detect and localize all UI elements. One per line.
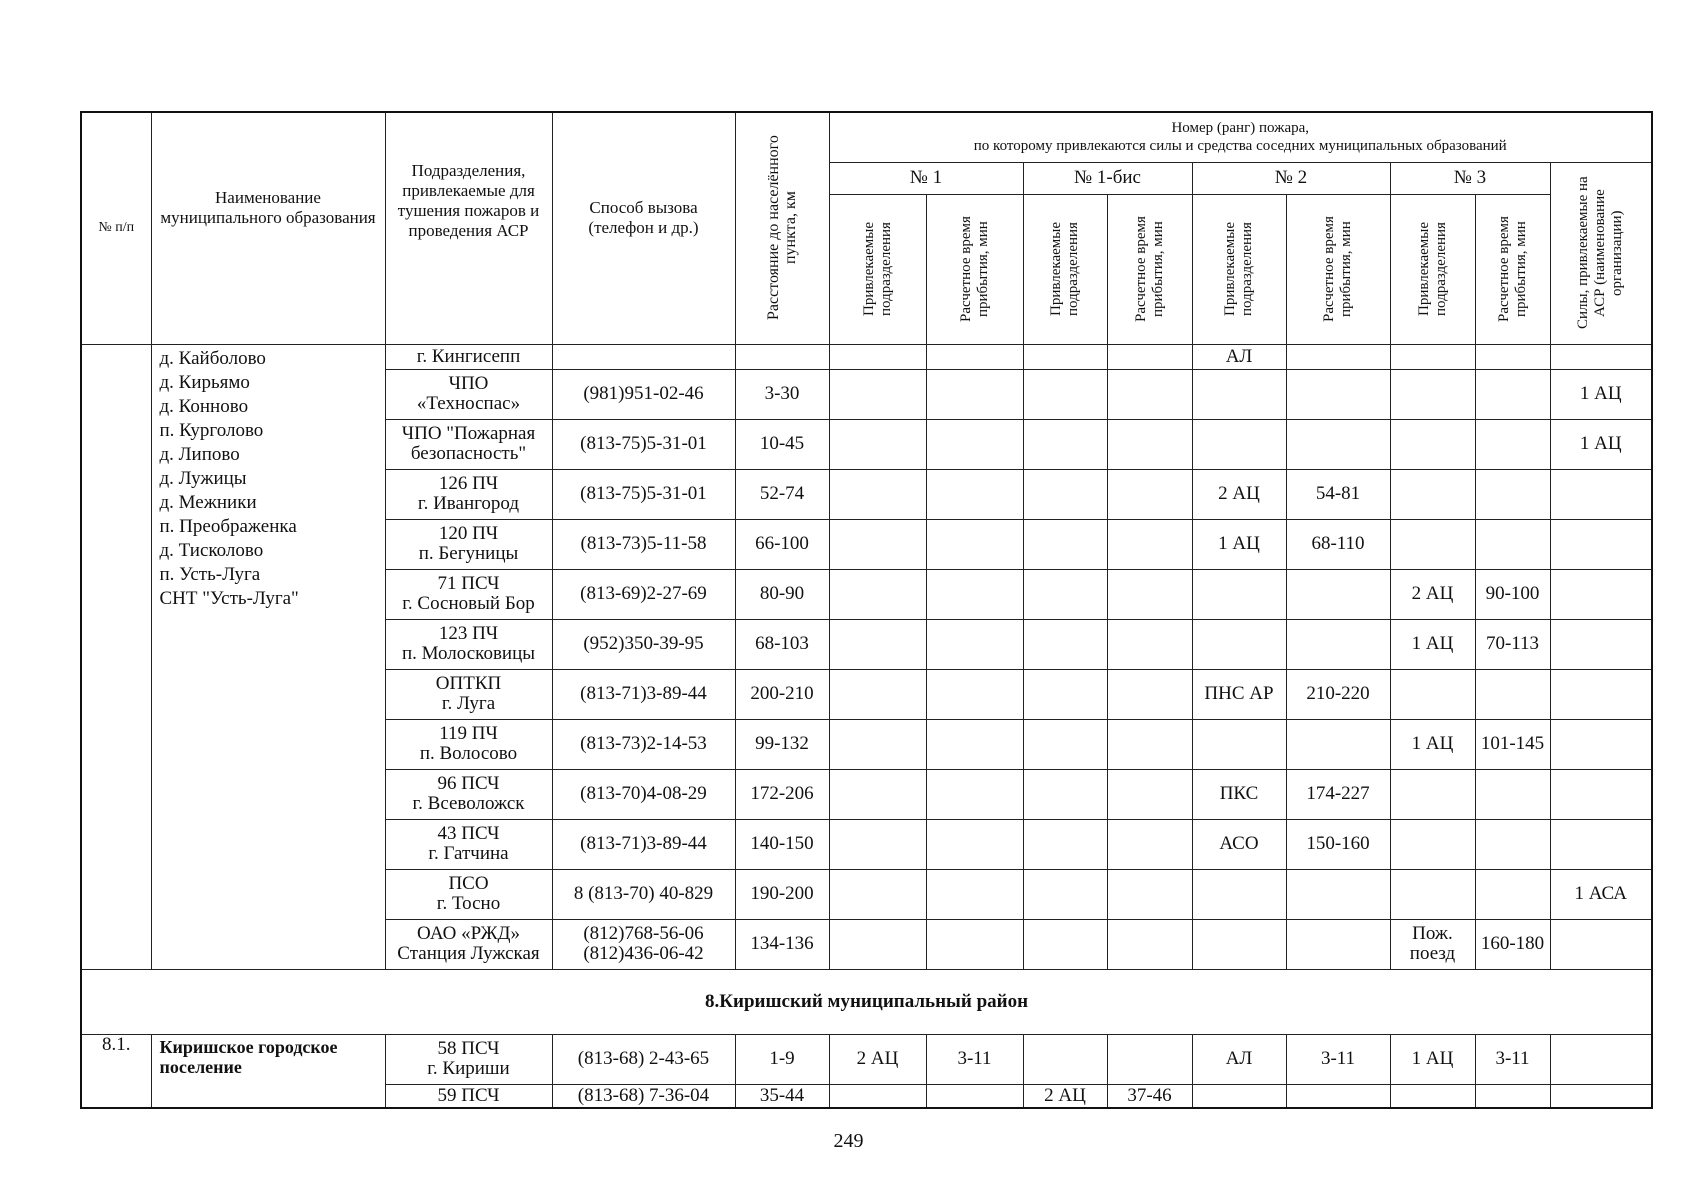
unit-line: г. Луга bbox=[441, 693, 496, 714]
phone-cell bbox=[552, 419, 735, 469]
rank-cell-r3t: 90-100 bbox=[1475, 569, 1550, 619]
header-name: Наименование муниципального образования bbox=[151, 112, 385, 344]
unit-line: п. Молосковицы bbox=[401, 643, 536, 664]
unit-line: 43 ПСЧ bbox=[437, 823, 500, 844]
rank-cell-asr bbox=[1550, 619, 1652, 669]
rank-cell-r2t: 68-110 bbox=[1286, 519, 1390, 569]
rank-cell-rbt bbox=[1107, 469, 1192, 519]
phone-cell bbox=[552, 819, 735, 869]
rank-cell-r2u: 1 АЦ bbox=[1192, 519, 1286, 569]
rank-cell-rbu bbox=[1023, 1034, 1107, 1084]
rank-cell-asr: 1 АЦ bbox=[1550, 419, 1652, 469]
header-distance: Расстояние до населённого пункта, км bbox=[735, 112, 829, 344]
rank-cell-r2u bbox=[1192, 719, 1286, 769]
unit-cell bbox=[385, 369, 552, 419]
distance-cell: 66-100 bbox=[735, 519, 829, 569]
unit-cell bbox=[385, 1034, 552, 1084]
distance-cell: 134-136 bbox=[735, 919, 829, 969]
rank-cell-rbu bbox=[1023, 519, 1107, 569]
rank-cell-r1t bbox=[926, 569, 1023, 619]
rank-cell-r3t bbox=[1475, 869, 1550, 919]
rank-cell-rbt bbox=[1107, 719, 1192, 769]
header-units: Подразделения, привлекаемые для тушения пожаров и проведения АСР bbox=[385, 112, 552, 344]
rank-cell-r3u: 1 АЦ bbox=[1390, 1034, 1475, 1084]
rank-cell-r2t bbox=[1286, 619, 1390, 669]
unit-line: п. Волосово bbox=[419, 743, 518, 764]
rank-cell-r2u: АСО bbox=[1192, 819, 1286, 869]
rank-cell-r3t bbox=[1475, 469, 1550, 519]
rank-cell-r1u bbox=[829, 419, 926, 469]
rank-cell-r3u bbox=[1390, 344, 1475, 369]
settlement-item: п. Преображенка bbox=[159, 515, 297, 537]
rank-cell-r3u bbox=[1390, 869, 1475, 919]
rank-cell-rbt bbox=[1107, 344, 1192, 369]
rank-cell-asr bbox=[1550, 1034, 1652, 1084]
distance-cell: 3-30 bbox=[735, 369, 829, 419]
rank-cell-r2u: ПНС АР bbox=[1192, 669, 1286, 719]
rank-cell-r1t bbox=[926, 819, 1023, 869]
phone-cell bbox=[552, 669, 735, 719]
fire-forces-table bbox=[80, 111, 1653, 1109]
rank-cell-rbt bbox=[1107, 869, 1192, 919]
distance-cell: 68-103 bbox=[735, 619, 829, 669]
unit-line: 120 ПЧ bbox=[438, 523, 499, 544]
unit-cell bbox=[385, 344, 552, 369]
rank-cell-r1u: 2 АЦ bbox=[829, 1034, 926, 1084]
rank-cell-r2t: 174-227 bbox=[1286, 769, 1390, 819]
rank-cell-r3u: Пож. поезд bbox=[1390, 919, 1475, 969]
settlement-item: п. Усть-Луга bbox=[159, 563, 261, 585]
rank-cell-r2u bbox=[1192, 569, 1286, 619]
rank-cell-r1u bbox=[829, 669, 926, 719]
rank-cell-rbu bbox=[1023, 619, 1107, 669]
row-num-cell bbox=[81, 344, 151, 969]
unit-cell bbox=[385, 419, 552, 469]
distance-cell: 80-90 bbox=[735, 569, 829, 619]
phone-line: (813-73)2-14-53 bbox=[580, 733, 707, 754]
phone-cell bbox=[552, 769, 735, 819]
unit-line: ОПТКП bbox=[435, 673, 502, 694]
header-r1-units: Привлекаемые подразделения bbox=[829, 194, 926, 344]
rank-cell-r2t: 54-81 bbox=[1286, 469, 1390, 519]
unit-line: ПСО bbox=[448, 873, 489, 894]
phone-line: (813-71)3-89-44 bbox=[580, 833, 707, 854]
header-r2-units: Привлекаемые подразделения bbox=[1192, 194, 1286, 344]
unit-line: 58 ПСЧ bbox=[437, 1038, 500, 1059]
rank-cell-r3t bbox=[1475, 519, 1550, 569]
phone-line: (813-70)4-08-29 bbox=[580, 783, 707, 804]
phone-line: (812)768-56-06 bbox=[583, 923, 704, 944]
header-num: № п/п bbox=[81, 112, 151, 344]
settlement-item: д. Межники bbox=[159, 491, 257, 513]
phone-cell bbox=[552, 569, 735, 619]
rank-cell-rbu bbox=[1023, 344, 1107, 369]
rank-cell-r2t bbox=[1286, 344, 1390, 369]
table-row bbox=[81, 344, 1652, 369]
unit-line: г. Тосно bbox=[436, 893, 501, 914]
rank-cell-r2u bbox=[1192, 369, 1286, 419]
unit-cell bbox=[385, 819, 552, 869]
rank-cell-r3u: 2 АЦ bbox=[1390, 569, 1475, 619]
rank-cell-r2t: 3-11 bbox=[1286, 1034, 1390, 1084]
distance-cell: 99-132 bbox=[735, 719, 829, 769]
rank-cell-r3u: 1 АЦ bbox=[1390, 619, 1475, 669]
rank-cell-rbt bbox=[1107, 819, 1192, 869]
unit-line: г. Ивангород bbox=[417, 493, 520, 514]
rank-cell-r3u bbox=[1390, 669, 1475, 719]
distance-cell: 1-9 bbox=[735, 1034, 829, 1084]
rank-cell-r2u bbox=[1192, 869, 1286, 919]
rank-cell-r1u bbox=[829, 469, 926, 519]
rank-cell-asr: 1 АЦ bbox=[1550, 369, 1652, 419]
phone-cell bbox=[552, 869, 735, 919]
unit-line: ОАО «РЖД» bbox=[417, 923, 520, 944]
rank-cell-r1t bbox=[926, 769, 1023, 819]
phone-cell bbox=[552, 919, 735, 969]
rank-cell-r2u: ПКС bbox=[1192, 769, 1286, 819]
rank-cell-r3t: 3-11 bbox=[1475, 1034, 1550, 1084]
rank-cell-r1t bbox=[926, 419, 1023, 469]
rank-cell-r1u bbox=[829, 344, 926, 369]
rank-cell-rbu bbox=[1023, 469, 1107, 519]
rank-cell-asr bbox=[1550, 719, 1652, 769]
rank-cell-asr bbox=[1550, 819, 1652, 869]
phone-cell bbox=[552, 344, 735, 369]
header-call: Способ вызова (телефон и др.) bbox=[552, 112, 735, 344]
rank-cell-r3t bbox=[1475, 1084, 1550, 1108]
rank-cell-r1u bbox=[829, 769, 926, 819]
rank-cell-r1t bbox=[926, 1084, 1023, 1108]
header-rank2: № 2 bbox=[1192, 162, 1390, 194]
rank-cell-r2u: АЛ bbox=[1192, 1034, 1286, 1084]
unit-line: г. Сосновый Бор bbox=[402, 593, 535, 614]
settlement-item: д. Кайболово bbox=[159, 347, 266, 369]
header-r3-units: Привлекаемые подразделения bbox=[1390, 194, 1475, 344]
settlement-item: д. Липово bbox=[159, 443, 240, 465]
rank-cell-r3t bbox=[1475, 344, 1550, 369]
phone-cell bbox=[552, 369, 735, 419]
rank-cell-rbt bbox=[1107, 919, 1192, 969]
rank-cell-asr bbox=[1550, 519, 1652, 569]
rank-cell-rbt bbox=[1107, 419, 1192, 469]
phone-line: (812)436-06-42 bbox=[583, 943, 704, 964]
header-rank-title: Номер (ранг) пожара, по которому привлекаются силы и средства соседних муниципальных образований bbox=[829, 112, 1652, 162]
rank-cell-r2t bbox=[1286, 369, 1390, 419]
section-name: Киришское городское поселение bbox=[151, 1034, 385, 1108]
phone-cell bbox=[552, 469, 735, 519]
rank-cell-rbt bbox=[1107, 669, 1192, 719]
rank-cell-r3u bbox=[1390, 1084, 1475, 1108]
settlement-item: д. Конново bbox=[159, 395, 249, 417]
unit-line: 59 ПСЧ bbox=[437, 1084, 500, 1106]
header-r1-time: Расчетное время прибытия, мин bbox=[926, 194, 1023, 344]
rank-cell-r1t bbox=[926, 719, 1023, 769]
rank-cell-r2t: 150-160 bbox=[1286, 819, 1390, 869]
rank-cell-rbu bbox=[1023, 769, 1107, 819]
distance-cell: 10-45 bbox=[735, 419, 829, 469]
phone-cell: (813-68) 2-43-65 bbox=[552, 1034, 735, 1084]
header-rank3: № 3 bbox=[1390, 162, 1550, 194]
phone-cell bbox=[552, 619, 735, 669]
phone-line: (813-73)5-11-58 bbox=[580, 533, 707, 554]
rank-cell-r1u bbox=[829, 369, 926, 419]
rank-cell-rbt bbox=[1107, 619, 1192, 669]
rank-cell-r2t: 210-220 bbox=[1286, 669, 1390, 719]
rank-cell-r2u bbox=[1192, 1084, 1286, 1108]
rank-cell-asr bbox=[1550, 569, 1652, 619]
rank-cell-asr bbox=[1550, 344, 1652, 369]
rank-cell-asr bbox=[1550, 469, 1652, 519]
rank-cell-rbu bbox=[1023, 669, 1107, 719]
rank-cell-rbt bbox=[1107, 519, 1192, 569]
rank-cell-r1t bbox=[926, 869, 1023, 919]
unit-cell bbox=[385, 719, 552, 769]
phone-line: (813-75)5-31-01 bbox=[580, 483, 707, 504]
rank-cell-r1t bbox=[926, 619, 1023, 669]
rank-cell-r1t bbox=[926, 344, 1023, 369]
phone-cell: (813-68) 7-36-04 bbox=[552, 1084, 735, 1108]
rank-cell-rbt bbox=[1107, 369, 1192, 419]
rank-cell-rbt bbox=[1107, 769, 1192, 819]
header-rb-units: Привлекаемые подразделения bbox=[1023, 194, 1107, 344]
distance-cell: 190-200 bbox=[735, 869, 829, 919]
settlement-item: д. Кирьямо bbox=[159, 371, 250, 393]
section-row bbox=[81, 969, 1652, 1034]
rank-cell-r1u bbox=[829, 519, 926, 569]
phone-line: (813-69)2-27-69 bbox=[580, 583, 707, 604]
rank-cell-r3u bbox=[1390, 519, 1475, 569]
rank-cell-asr bbox=[1550, 669, 1652, 719]
rank-cell-asr bbox=[1550, 919, 1652, 969]
rank-cell-rbu bbox=[1023, 919, 1107, 969]
rank-cell-r3u bbox=[1390, 419, 1475, 469]
rank-cell-rbu bbox=[1023, 419, 1107, 469]
rank-cell-r2u bbox=[1192, 919, 1286, 969]
rank-cell-r2u: АЛ bbox=[1192, 344, 1286, 369]
unit-cell bbox=[385, 769, 552, 819]
rank-cell-r3u bbox=[1390, 769, 1475, 819]
rank-cell-r3t bbox=[1475, 769, 1550, 819]
rank-cell-r2u bbox=[1192, 619, 1286, 669]
rank-cell-r2u: 2 АЦ bbox=[1192, 469, 1286, 519]
settlement-item: д. Тисколово bbox=[159, 539, 264, 561]
unit-line: 96 ПСЧ bbox=[437, 773, 500, 794]
rank-cell-r1u bbox=[829, 869, 926, 919]
phone-line: (952)350-39-95 bbox=[583, 633, 704, 654]
unit-line: ЧПО bbox=[448, 373, 489, 394]
rank-cell-r1t bbox=[926, 519, 1023, 569]
rank-cell-r1u bbox=[829, 1084, 926, 1108]
rank-cell-r2t bbox=[1286, 919, 1390, 969]
rank-cell-r1t bbox=[926, 669, 1023, 719]
rank-cell-r1u bbox=[829, 719, 926, 769]
phone-line: (813-75)5-31-01 bbox=[580, 433, 707, 454]
table-row bbox=[81, 1034, 1652, 1084]
rank-cell-r1u bbox=[829, 919, 926, 969]
phone-line: (813-71)3-89-44 bbox=[580, 683, 707, 704]
rank-cell-rbu bbox=[1023, 819, 1107, 869]
unit-cell bbox=[385, 669, 552, 719]
rank-cell-rbu bbox=[1023, 369, 1107, 419]
rank-cell-r3t bbox=[1475, 369, 1550, 419]
unit-line: г. Всеволожск bbox=[412, 793, 525, 814]
rank-cell-r3t bbox=[1475, 419, 1550, 469]
header-rb-time: Расчетное время прибытия, мин bbox=[1107, 194, 1192, 344]
unit-cell bbox=[385, 619, 552, 669]
rank-cell-r2t bbox=[1286, 569, 1390, 619]
unit-cell bbox=[385, 919, 552, 969]
unit-cell bbox=[385, 869, 552, 919]
rank-cell-r3t bbox=[1475, 819, 1550, 869]
rank-cell-r1t bbox=[926, 919, 1023, 969]
header-r2-time: Расчетное время прибытия, мин bbox=[1286, 194, 1390, 344]
unit-cell bbox=[385, 469, 552, 519]
rank-cell-asr bbox=[1550, 769, 1652, 819]
unit-line: 123 ПЧ bbox=[438, 623, 499, 644]
rank-cell-r1u bbox=[829, 569, 926, 619]
rank-cell-r1t: 3-11 bbox=[926, 1034, 1023, 1084]
rank-cell-rbt bbox=[1107, 569, 1192, 619]
unit-line: г. Кириши bbox=[427, 1058, 510, 1079]
header-r3-time: Расчетное время прибытия, мин bbox=[1475, 194, 1550, 344]
unit-cell bbox=[385, 519, 552, 569]
distance-cell: 172-206 bbox=[735, 769, 829, 819]
settlement-item: д. Лужицы bbox=[159, 467, 247, 489]
rank-cell-r2t bbox=[1286, 1084, 1390, 1108]
section-num: 8.1. bbox=[81, 1034, 151, 1108]
unit-line: «Техноспас» bbox=[416, 393, 521, 414]
phone-line: 8 (813-70) 40-829 bbox=[573, 883, 714, 904]
phone-line: (981)951-02-46 bbox=[583, 383, 704, 404]
section-title: 8.Киришский муниципальный район bbox=[81, 969, 1652, 1034]
unit-line: г. Кингисепп bbox=[416, 345, 521, 367]
unit-line: 119 ПЧ bbox=[439, 723, 498, 744]
unit-line: безопасность" bbox=[410, 443, 527, 464]
distance-cell: 52-74 bbox=[735, 469, 829, 519]
unit-line: п. Бегуницы bbox=[418, 543, 519, 564]
rank-cell-rbu bbox=[1023, 569, 1107, 619]
distance-cell: 140-150 bbox=[735, 819, 829, 869]
rank-cell-r3u: 1 АЦ bbox=[1390, 719, 1475, 769]
rank-cell-r1u bbox=[829, 819, 926, 869]
distance-cell: 35-44 bbox=[735, 1084, 829, 1108]
unit-line: 71 ПСЧ bbox=[437, 573, 500, 594]
distance-cell: 200-210 bbox=[735, 669, 829, 719]
rank-cell-r2t bbox=[1286, 719, 1390, 769]
unit-line: Станция Лужская bbox=[397, 943, 540, 964]
rank-cell-r1u bbox=[829, 619, 926, 669]
rank-cell-rbt: 37-46 bbox=[1107, 1084, 1192, 1108]
rank-cell-r3u bbox=[1390, 469, 1475, 519]
rank-cell-asr: 1 АСА bbox=[1550, 869, 1652, 919]
rank-cell-r2t bbox=[1286, 869, 1390, 919]
rank-cell-r3t: 70-113 bbox=[1475, 619, 1550, 669]
rank-cell-rbu bbox=[1023, 719, 1107, 769]
rank-cell-r1t bbox=[926, 469, 1023, 519]
settlement-item: п. Курголово bbox=[159, 419, 264, 441]
settlement-item: СНТ "Усть-Луга" bbox=[159, 587, 299, 609]
rank-cell-r3t bbox=[1475, 669, 1550, 719]
rank-cell-r3t: 101-145 bbox=[1475, 719, 1550, 769]
unit-cell bbox=[385, 1084, 552, 1108]
unit-line: г. Гатчина bbox=[428, 843, 509, 864]
unit-line: 126 ПЧ bbox=[438, 473, 499, 494]
rank-cell-r2t bbox=[1286, 419, 1390, 469]
rank-cell-rbt bbox=[1107, 1034, 1192, 1084]
rank-cell-asr bbox=[1550, 1084, 1652, 1108]
distance-cell bbox=[735, 344, 829, 369]
settlements-list bbox=[151, 344, 385, 969]
unit-line: ЧПО "Пожарная bbox=[401, 423, 536, 444]
header-rank1bis: № 1-бис bbox=[1023, 162, 1192, 194]
rank-cell-r3u bbox=[1390, 819, 1475, 869]
rank-cell-r3t: 160-180 bbox=[1475, 919, 1550, 969]
phone-cell bbox=[552, 719, 735, 769]
rank-cell-rbu bbox=[1023, 869, 1107, 919]
rank-cell-r2u bbox=[1192, 419, 1286, 469]
header-rank1: № 1 bbox=[829, 162, 1023, 194]
rank-cell-r1t bbox=[926, 369, 1023, 419]
rank-cell-r3u bbox=[1390, 369, 1475, 419]
phone-cell bbox=[552, 519, 735, 569]
unit-cell bbox=[385, 569, 552, 619]
header-asr: Силы, привлекаемые на АСР (наименование организации) bbox=[1550, 162, 1652, 344]
page-number: 249 bbox=[833, 1130, 864, 1152]
rank-cell-rbu: 2 АЦ bbox=[1023, 1084, 1107, 1108]
